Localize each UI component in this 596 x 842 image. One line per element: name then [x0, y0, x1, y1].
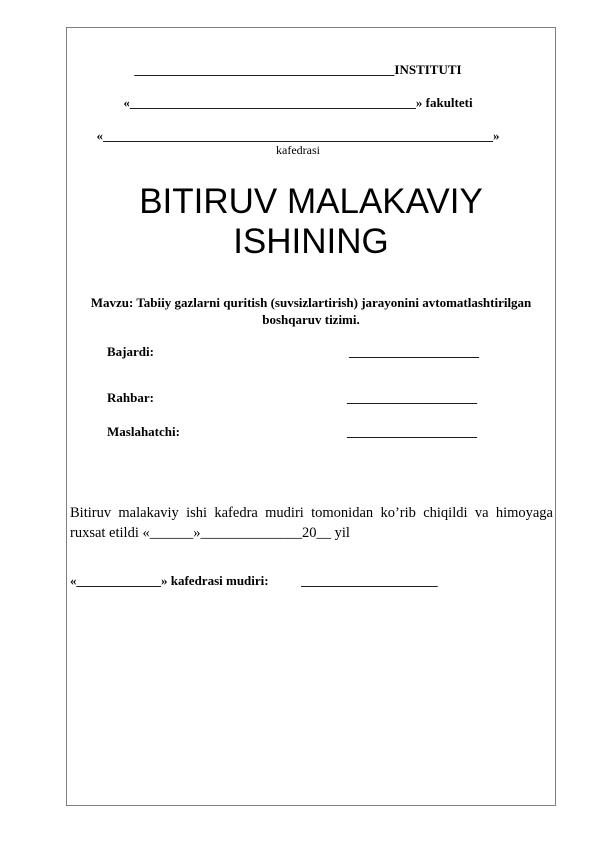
footer-department-blank: _____________ [76, 573, 161, 588]
title-line-2: ISHINING [233, 222, 389, 261]
institute-label: INSTITUTI [394, 62, 462, 77]
faculty-label: » fakulteti [415, 95, 473, 110]
department-quote-open: « [96, 128, 103, 143]
performer-signature-line: ____________________ [349, 344, 479, 359]
institute-line [0, 62, 596, 78]
department-line [0, 128, 596, 144]
consultant-label: Maslahatchi: [107, 424, 180, 439]
faculty-quote-open: « [123, 95, 130, 110]
department-label: kafedrasi [276, 143, 320, 157]
faculty-line [0, 95, 596, 111]
topic-text: Tabiiy gazlarni quritish (suvsizlartirish) jarayonini avtomatlashtirilgan boshqaruv tizimi. [136, 295, 532, 327]
institute-blank: ________________________________________ [134, 62, 395, 77]
supervisor-label: Rahbar: [107, 390, 154, 405]
department-blank: ____________________________________________________________ [103, 128, 493, 143]
department-quote-close: » [493, 128, 500, 143]
faculty-blank: ____________________________________________ [129, 95, 416, 110]
supervisor-signature-line: ____________________ [347, 390, 477, 405]
topic [66, 294, 556, 328]
head-of-department-line [70, 573, 438, 589]
head-of-department-signature-line: _____________________ [301, 573, 438, 588]
topic-label: Mavzu: [90, 295, 134, 310]
title-line-1: BITIRUV MALAKAVIY [139, 182, 483, 221]
head-of-department-label: » kafedrasi mudiri: [161, 573, 269, 588]
approval-text: Bitiruv malakaviy ishi kafedra mudiri tomonidan ko’rib chiqildi va himoyaga ruxsat etildi «______»______________20__ yil [70, 505, 553, 541]
performer-label: Bajardi: [107, 344, 154, 359]
consultant-signature-line: ____________________ [347, 424, 477, 439]
footer-quote-open: « [70, 573, 77, 588]
document-title [66, 182, 556, 262]
